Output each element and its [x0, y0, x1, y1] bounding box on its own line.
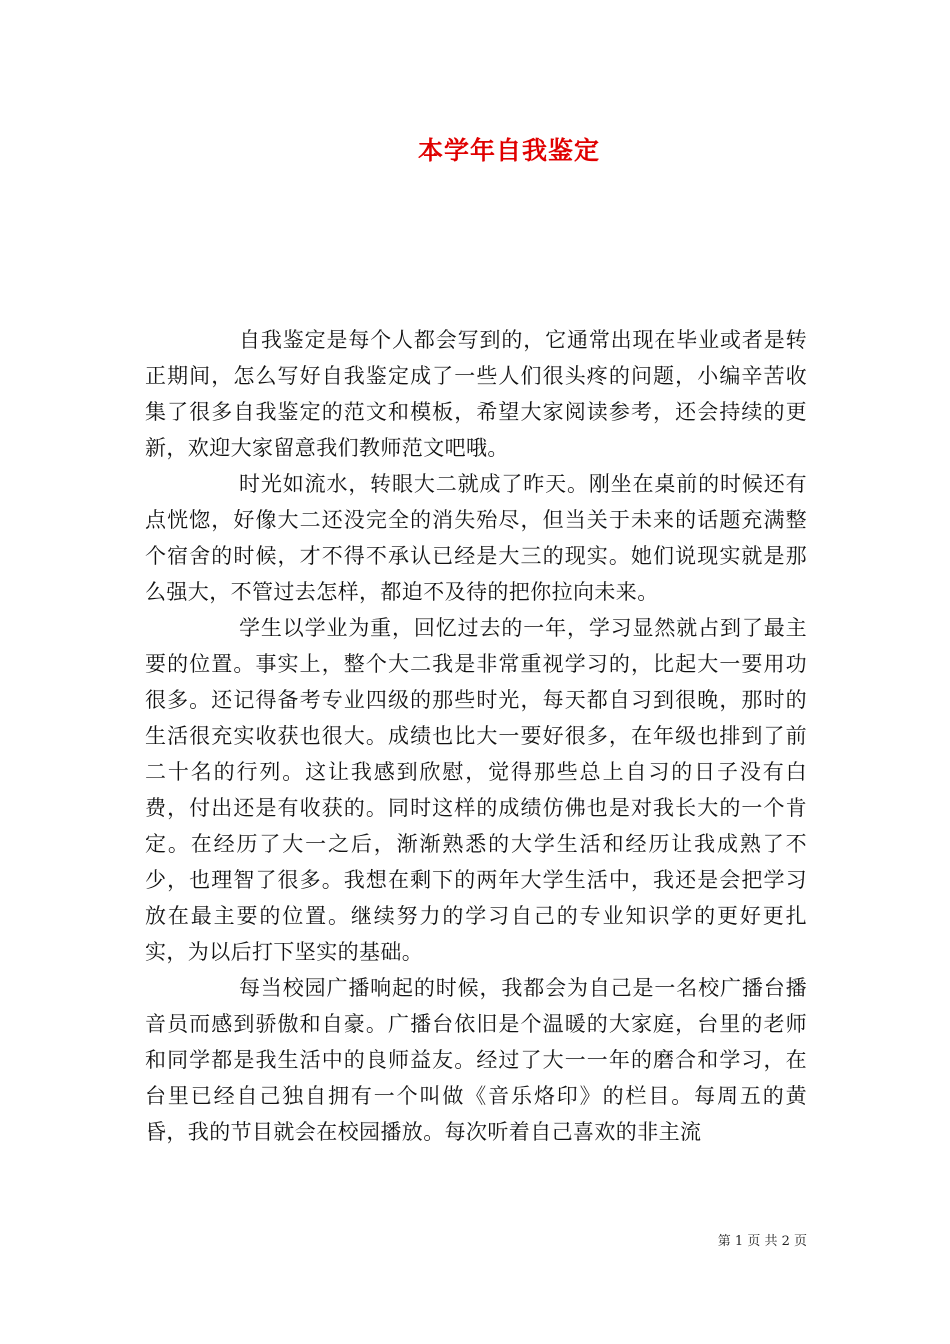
paragraph-study: 学生以学业为重，回忆过去的一年，学习显然就占到了最主要的位置。事实上，整个大二我是非常重视学习的，比起大一要用功很多。还记得备考专业四级的那些时光，每天都自习到很晚，那时的生活很充实收获也很大。成绩也比大一要好很多，在年级也排到了前二十名的行列。这让我感到欣慰，觉得那些总上自习的日子没有白费，付出还是有收获的。同时这样的成绩仿佛也是对我长大的一个肯定。在经历了大一之后，渐渐熟悉的大学生活和经历让我成熟了不少，也理智了很多。我想在剩下的两年大学生活中，我还是会把学习放在最主要的位置。继续努力的学习自己的专业知识学的更好更扎实，为以后打下坚实的基础。 — [145, 616, 807, 964]
page-number-footer: 第 1 页 共 2 页 — [717, 1234, 807, 1249]
paragraph-broadcast: 每当校园广播响起的时候，我都会为自己是一名校广播台播音员而感到骄傲和自豪。广播台依旧是个温暖的大家庭，台里的老师和同学都是我生活中的良师益友。经过了大一一年的磨合和学习，在台里已经自己独自拥有一个叫做《音乐烙印》的栏目。每周五的黄昏，我的节目就会在校园播放。每次听着自己喜欢的非主流 — [145, 976, 807, 1144]
paragraph-intro: 自我鉴定是每个人都会写到的，它通常出现在毕业或者是转正期间，怎么写好自我鉴定成了一些人们很头疼的问题，小编辛苦收集了很多自我鉴定的范文和模板，希望大家阅读参考，还会持续的更新，欢迎大家留意我们教师范文吧哦。 — [145, 328, 807, 460]
paragraph-time: 时光如流水，转眼大二就成了昨天。刚坐在桌前的时候还有点恍惚，好像大二还没完全的消失殆尽，但当关于未来的话题充满整个宿舍的时候，才不得不承认已经是大三的现实。她们说现实就是那么强大，不管过去怎样，都迫不及待的把你拉向未来。 — [145, 472, 807, 604]
document-title: 本学年自我鉴定 — [417, 136, 600, 165]
document-body — [145, 322, 807, 1150]
